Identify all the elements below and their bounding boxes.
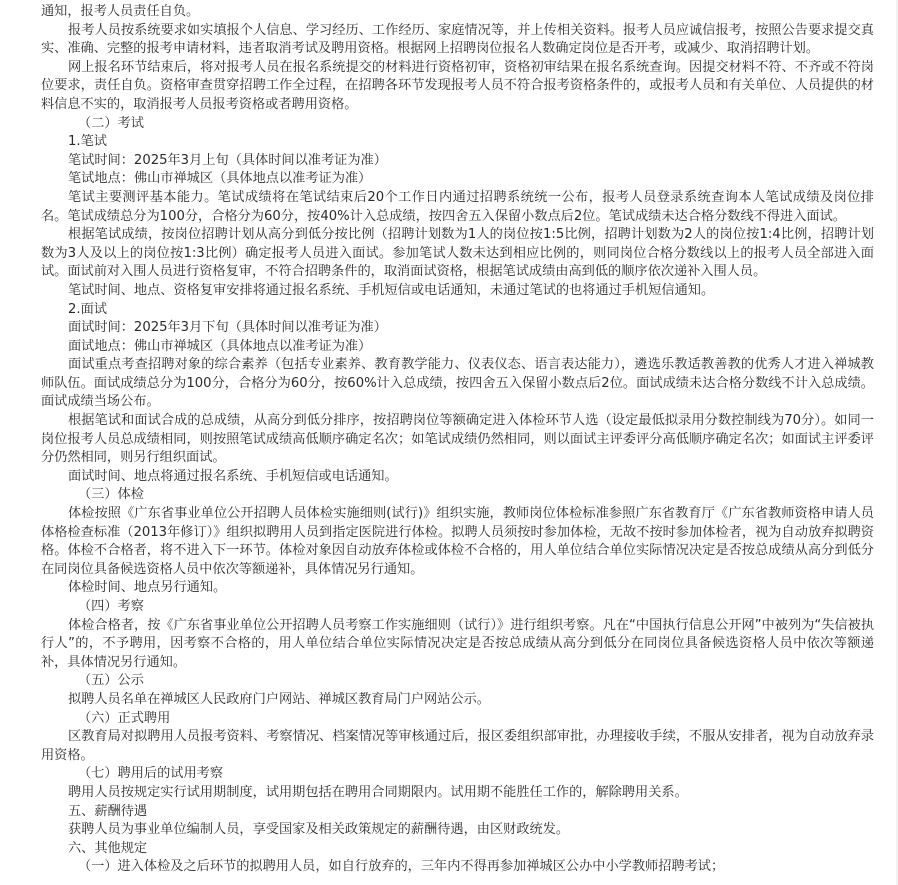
subheading-interview: 2.面试 <box>68 301 107 317</box>
section-heading-exam: （二）考试 <box>78 115 144 131</box>
written-exam-location: 笔试地点：佛山市禅城区（具体地点以准考证为准） <box>68 171 372 187</box>
paragraph-other-rule-1: （一）进入体检及之后环节的拟聘用人员，如自行放弃的，三年内不得再参加禅城区公办中小学教师招聘考试； <box>78 859 725 875</box>
section-heading-probation: （七）聘用后的试用考察 <box>78 766 224 782</box>
paragraph-medical-exam-rules: 体检按照《广东省事业单位公开招聘人员体检实施细则(试行)》组织实施，教师岗位体检标准参照广东省教育厅《广东省教师资格申请人员体格检查标准（2013年修订）》组织拟聘用人员到指定医院进行体检。拟聘人员须按时参加体检，无故不按时参加体检者，视为自动放弃拟聘资格。体检不合格者，将不进入下一环节。体检对象因自动放弃体检或体检不合格的，用人单位结合单位实际情况决定是否按总成绩从高分到低分在同岗位具备候选资格人员中依次等额递补，具体情况另行通知。 <box>41 506 874 577</box>
paragraph-notice-tail: 通知，报考人员责任自负。 <box>41 4 200 19</box>
paragraph-probation: 聘用人员按规定实行试用期制度，试用期包括在聘用合同期限内。试用期不能胜任工作的，解除聘用关系。 <box>68 784 688 800</box>
paragraph-formal-employment: 区教育局对拟聘用人员报考资料、考察情况、档案情况等审核通过后，报区委组织部审批，办理接收手续，不服从安排者，视为自动放弃录用资格。 <box>41 729 874 763</box>
interview-time: 面试时间：2025年3月下旬（具体时间以准考证为准） <box>68 320 387 336</box>
section-heading-formal-employment: （六）正式聘用 <box>78 710 171 726</box>
paragraph-written-exam-scoring: 笔试主要测评基本能力。笔试成绩将在笔试结束后20个工作日内通过招聘系统统一公布，报考人员登录系统查询本人笔试成绩及岗位排名。笔试成绩总分为100分，合格分为60分，按40%计入总成绩，按四舍五入保留小数点后2位。笔试成绩未达合格分数线不得进入面试。 <box>41 189 874 224</box>
paragraph-total-score-ranking: 根据笔试和面试合成的总成绩，从高分到低分排序，按招聘岗位等额确定进入体检环节人选（设定最低拟录用分数控制线为70分）。如同一岗位报考人员总成绩相同，则按照笔试成绩高低顺序确定名次；如笔试成绩仍然相同，则以面试主评委评分高低顺序确定名次；如面试主评委评分仍然相同，则另行组织面试。 <box>41 413 874 466</box>
paragraph-inspection-rules: 体检合格者，按《广东省事业单位公开招聘人员考察工作实施细则（试行）》进行组织考察。凡在“中国执行信息公开网”中被列为“失信被执行人”的，不予聘用，因考察不合格的，用人单位结合单位实际情况决定是否按总成绩从高分到低分在同岗位具备候选资格人员中依次等额递补，具体情况另行通知。 <box>41 617 874 670</box>
section-heading-inspection: （四）考察 <box>78 599 144 614</box>
section-heading-medical-exam: （三）体检 <box>78 487 144 503</box>
section-heading-other-rules: 六、其他规定 <box>68 840 148 856</box>
written-exam-time: 笔试时间：2025年3月上旬（具体时间以准考证为准） <box>68 152 387 168</box>
paragraph-publicity: 拟聘人员名单在禅城区人民政府门户网站、禅城区教育局门户网站公示。 <box>68 691 490 707</box>
paragraph-medical-exam-notice: 体检时间、地点另行通知。 <box>68 580 227 596</box>
paragraph-interview-scoring: 面试重点考查招聘对象的综合素养（包括专业素养、教育教学能力、仪表仪态、语言表达能力），遴选乐教适教善教的优秀人才进入禅城教师队伍。面试成绩总分为100分，合格分为60分，按60%计入总成绩，按四舍五入保留小数点后2位。面试成绩未达合格分数线不计入总成绩。面试成绩当场公布。 <box>41 357 874 410</box>
subheading-written-exam: 1.笔试 <box>68 134 107 150</box>
section-heading-publicity: （五）公示 <box>78 673 144 689</box>
section-heading-salary: 五、薪酬待遇 <box>68 803 148 819</box>
paragraph-interview-notice: 面试时间、地点将通过报名系统、手机短信或电话通知。 <box>68 468 398 484</box>
paragraph-registration-requirements: 报考人员按系统要求如实填报个人信息、学习经历、工作经历、家庭情况等，并上传相关资料。报考人员应诚信报考，按照公告要求提交真实、准确、完整的报考申请材料，违者取消考试及聘用资格。根据网上招聘岗位报名人数确定岗位是否开考，或减少、取消招聘计划。 <box>41 22 874 57</box>
paragraph-qualification-review: 网上报名环节结束后，将对报考人员在报名系统提交的材料进行资格初审，资格初审结果在报名系统查询。因提交材料不符、不齐或不符岗位要求，责任自负。资格审查贯穿招聘工作全过程，在招聘各环节发现报考人员不符合报考资格条件的，或报考人员和有关单位、人员提供的材料信息不实的，取消报考人员报考资格或者聘用资格。 <box>41 59 874 112</box>
paragraph-written-exam-notice: 笔试时间、地点、资格复审安排将通过报名系统、手机短信或电话通知，未通过笔试的也将通过手机短信通知。 <box>68 282 715 298</box>
paragraph-interview-ratio: 根据笔试成绩，按岗位招聘计划从高分到低分按比例（招聘计划数为1人的岗位按1:5比例，招聘计划数为2人的岗位按1:4比例，招聘计划数为3人及以上的岗位按1:3比例）确定报考人员进入面试。参加笔试人数未达到相应比例的，则同岗位合格分数线以上的报考人员全部进入面试。面试前对入围人员进行资格复审，不符合招聘条件的，取消面试资格，根据笔试成绩由高到低的顺序依次递补入围人员。 <box>41 227 874 280</box>
paragraph-salary: 获聘人员为事业单位编制人员，享受国家及相关政策规定的薪酬待遇，由区财政统发。 <box>68 822 570 838</box>
interview-location: 面试地点：佛山市禅城区（具体地点以准考证为准） <box>68 338 372 354</box>
